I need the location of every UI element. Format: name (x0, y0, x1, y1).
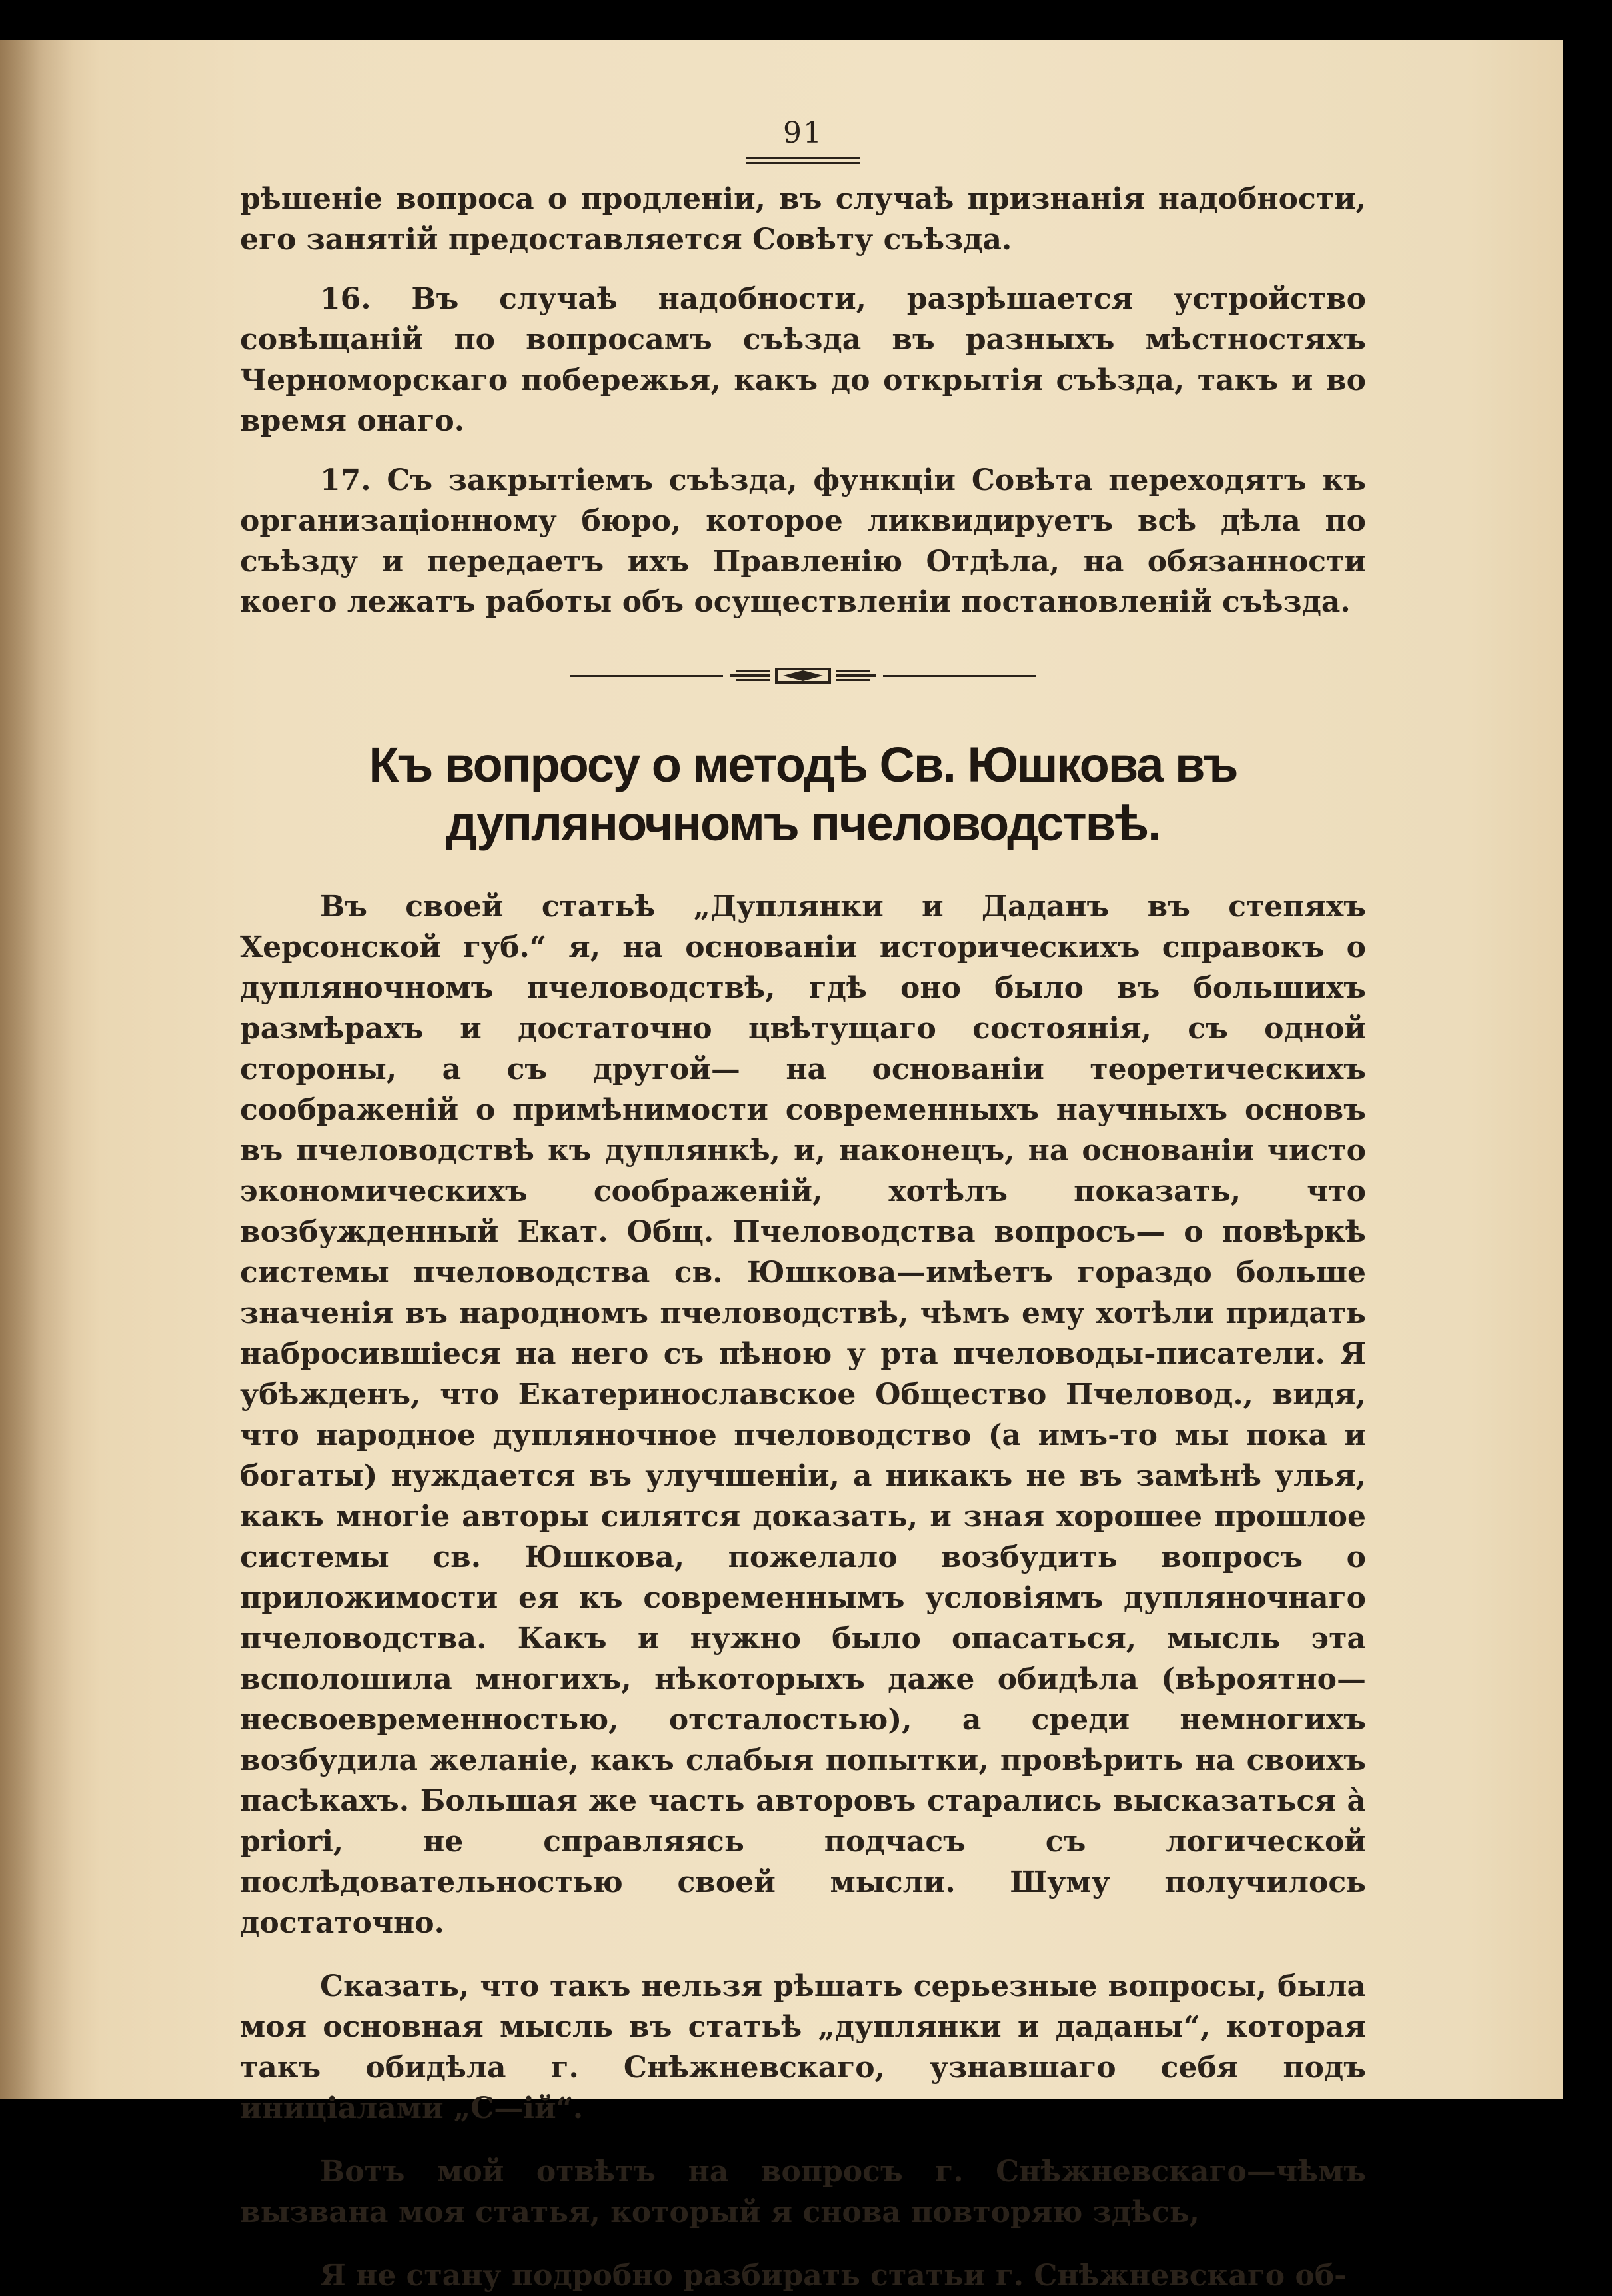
article-title: Къ вопросу о методѣ Св. Юшкова въ дупляночномъ пчеловодствѣ. (369, 737, 1237, 851)
article-paragraph-3: Вотъ мой отвѣтъ на вопросъ г. Снѣжневскаго—чѣмъ вызвана моя статья, который я снова повторяю здѣсь, (240, 2154, 1366, 2229)
divider-ornament-icon (730, 666, 876, 685)
page-number-rule (746, 157, 860, 164)
paragraph-continuation: рѣшеніе вопроса о продленіи, въ случаѣ признанія надобности, его занятій предоставляется Совѣту съѣзда. (240, 182, 1366, 257)
book-page (0, 40, 1563, 2293)
page-gutter-shadow (0, 40, 73, 2099)
article-paragraph-2: Сказать, что такъ нельзя рѣшать серьезные вопросы, была моя основная мысль въ статьѣ „дуплянки и даданы“, которая такъ обидѣла г. Снѣжневскаго, узнавшаго себя подъ иниціалами „С—ій“. (240, 1969, 1366, 2125)
article-paragraph-4: Я не стану подробно разбирать статьи г. Снѣжневскаго об- (320, 2258, 1347, 2293)
divider-line-right (883, 675, 1036, 677)
divider-line-left (570, 675, 723, 677)
paragraph-item-17: 17. Съ закрытіемъ съѣзда, функціи Совѣта переходятъ къ организаціонному бюро, которое ликвидируетъ всѣ дѣла по съѣзду и передаетъ ихъ Правленію Отдѣла, на обязанности коего лежатъ работы объ осуществленіи постановленій съѣзда. (240, 463, 1366, 619)
decorative-divider-icon (570, 662, 1036, 689)
page-content (240, 113, 1366, 2296)
paragraph-item-16: 16. Въ случаѣ надобности, разрѣшается устройство совѣщаній по вопросамъ съѣзда въ разныхъ мѣстностяхъ Черноморскаго побережья, какъ до открытія съѣзда, такъ и во время онаго. (240, 282, 1366, 438)
page-number: 91 (783, 116, 823, 150)
article-body (240, 886, 1366, 2296)
article-paragraph-1: Въ своей статьѣ „Дуплянки и Даданъ въ степяхъ Херсонской губ.“ я, на основаніи историческихъ справокъ о дупляночномъ пчеловодствѣ, гдѣ оно было въ большихъ размѣрахъ и достаточно цвѣтущаго состоянія, съ одной стороны, а съ другой— на основаніи теоретическихъ соображеній о примѣнимости современныхъ научныхъ основъ въ пчеловодствѣ къ дуплянкѣ, и, наконецъ, на основаніи чисто экономическихъ соображеній, хотѣлъ показать, что возбужденный Екат. Общ. Пчеловодства вопросъ— о повѣркѣ системы пчеловодства св. Юшкова—имѣетъ гораздо больше значенія въ народномъ пчеловодствѣ, чѣмъ ему хотѣли придать набросившіеся на него съ пѣною у рта пчеловоды-писатели. Я убѣжденъ, что Екатеринославское Общество Пчеловод., видя, что народное дупляночное пчеловодство (а имъ-то мы пока и богаты) нуждается въ улучшеніи, а никакъ не въ замѣнѣ улья, какъ многіе авторы силятся доказать, и зная хорошее прошлое системы св. Юшкова, пожелало возбудить вопросъ о приложимости ея къ современнымъ условіямъ дупляночнаго пчеловодства. Какъ и нужно было опасаться, мысль эта всполошила многихъ, нѣкоторыхъ даже обидѣла (вѣроятно—несвоевременностью, отсталостью), а среди немногихъ возбудила желаніе, какъ слабыя попытки, провѣрить на своихъ пасѣкахъ. Большая же часть авторовъ старались высказаться à priori, не справляясь подчасъ съ логической послѣдовательностью своей мысли. Шуму получилось достаточно. (240, 889, 1366, 1940)
